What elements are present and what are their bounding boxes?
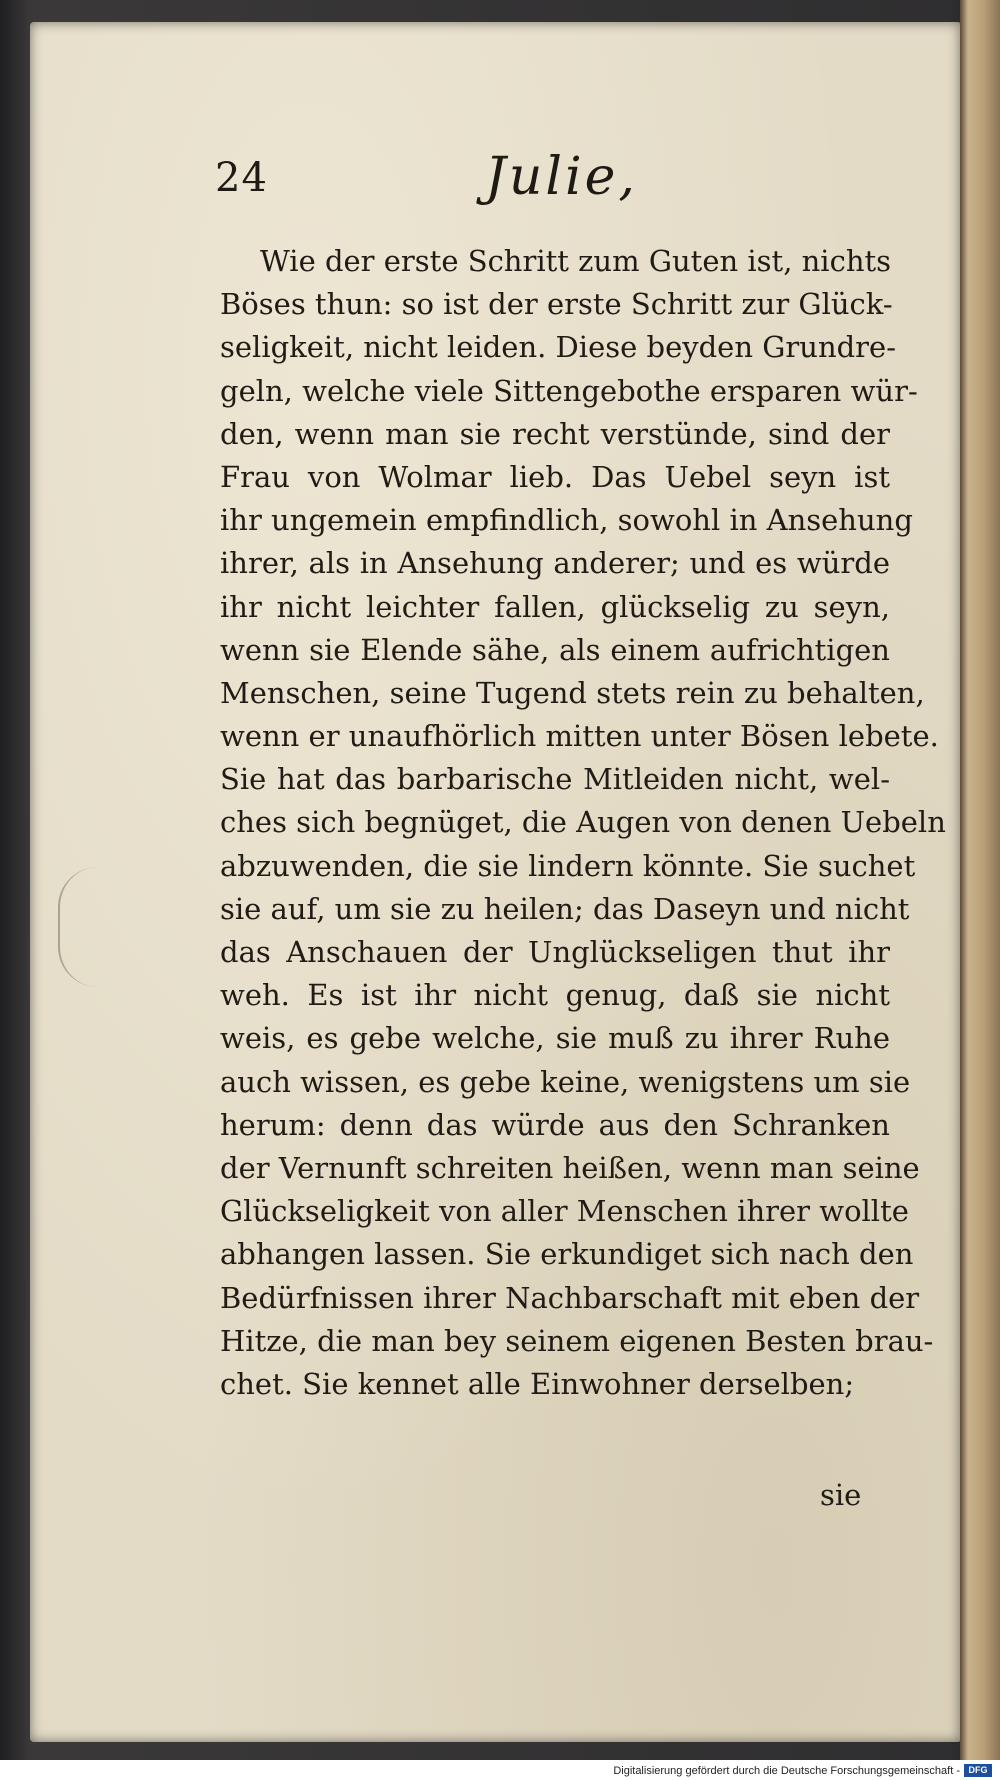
text-line: seligkeit, nicht leiden. Diese beyden Grundre- bbox=[220, 330, 897, 365]
text-line: Glückseligkeit von aller Menschen ihrer wollte bbox=[220, 1194, 909, 1229]
catchword: sie bbox=[820, 1478, 862, 1512]
page-number: 24 bbox=[215, 155, 268, 201]
text-line: ihr nicht leichter fallen, glückselig zu seyn, bbox=[220, 589, 890, 624]
text-line: der Vernunft schreiten heißen, wenn man seine bbox=[220, 1150, 920, 1185]
text-line: ihrer, als in Ansehung anderer; und es würde bbox=[220, 546, 890, 581]
text-line: abhangen lassen. Sie erkundiget sich nach den bbox=[220, 1237, 914, 1272]
text-line: Bedürfnissen ihrer Nachbarschaft mit eben der bbox=[220, 1280, 920, 1315]
text-line: Menschen, seine Tugend stets rein zu behalten, bbox=[220, 675, 925, 710]
text-line: wenn sie Elende sähe, als einem aufrichtigen bbox=[220, 632, 890, 667]
page-crease bbox=[58, 867, 98, 987]
text-line: Hitze, die man bey seinem eigenen Besten brau- bbox=[220, 1323, 934, 1358]
text-line: geln, welche viele Sittengebothe ersparen wür- bbox=[220, 373, 918, 408]
text-line: sie auf, um sie zu heilen; das Daseyn und nicht bbox=[220, 891, 910, 926]
text-line: auch wissen, es gebe keine, wenigstens um sie bbox=[220, 1064, 911, 1099]
footer-bar bbox=[0, 1760, 1000, 1780]
text-line: ihr ungemein empfindlich, sowohl in Ansehung bbox=[220, 503, 913, 538]
text-line: Frau von Wolmar lieb. Das Uebel seyn ist bbox=[220, 459, 890, 494]
text-line: weh. Es ist ihr nicht genug, daß sie nicht bbox=[220, 978, 890, 1013]
text-line: wenn er unaufhörlich mitten unter Bösen lebete. bbox=[220, 719, 939, 754]
text-line: abzuwenden, die sie lindern könnte. Sie suchet bbox=[220, 848, 916, 883]
book-edge bbox=[960, 0, 1000, 1760]
text-line: ches sich begnüget, die Augen von denen Uebeln bbox=[220, 805, 946, 840]
funding-credit: Digitalisierung gefördert durch die Deutsche Forschungsgemeinschaft - bbox=[613, 1765, 960, 1777]
dfg-logo: DFG bbox=[964, 1764, 992, 1777]
text-line: den, wenn man sie recht verstünde, sind der bbox=[220, 416, 890, 451]
text-line: Böses thun: so ist der erste Schritt zur Glück- bbox=[220, 287, 893, 322]
text-line: Sie hat das barbarische Mitleiden nicht, wel- bbox=[220, 762, 890, 797]
body-text bbox=[220, 240, 946, 1406]
text-line: Wie der erste Schritt zum Guten ist, nichts bbox=[260, 244, 892, 278]
text-line: chet. Sie kennet alle Einwohner derselben; bbox=[220, 1366, 855, 1401]
text-line: das Anschauen der Unglückseligen thut ihr bbox=[220, 935, 890, 969]
text-line: weis, es gebe welche, sie muß zu ihrer Ruhe bbox=[220, 1021, 890, 1056]
running-title: Julie, bbox=[485, 147, 638, 207]
page-header bbox=[215, 147, 885, 215]
text-line: herum: denn das würde aus den Schranken bbox=[220, 1107, 890, 1142]
